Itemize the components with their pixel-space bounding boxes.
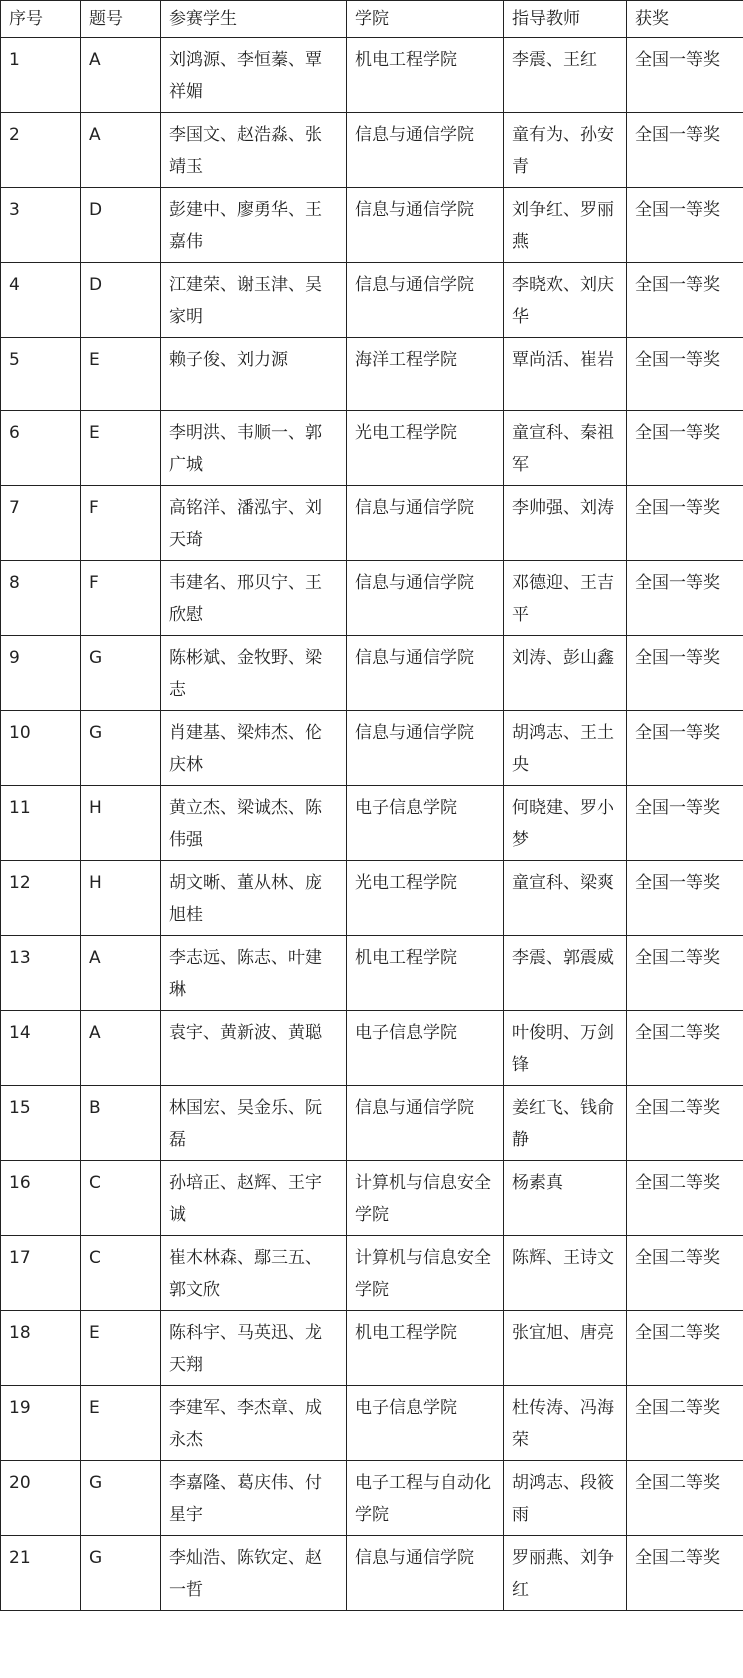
cell-advisors: 童有为、孙安青 <box>504 113 627 188</box>
table-row <box>1 786 743 861</box>
table-row <box>1 861 743 936</box>
cell-award: 全国一等奖 <box>627 263 743 338</box>
cell-students: 李志远、陈志、叶建琳 <box>161 936 347 1011</box>
cell-students: 赖子俊、刘力源 <box>161 338 347 411</box>
cell-students: 袁宇、黄新波、黄聪 <box>161 1011 347 1086</box>
cell-index: 11 <box>1 786 81 861</box>
header-topic: 题号 <box>81 1 161 38</box>
cell-college: 计算机与信息安全学院 <box>347 1236 504 1311</box>
cell-advisors: 覃尚活、崔岩 <box>504 338 627 411</box>
cell-students: 胡文晰、董从林、庞旭桂 <box>161 861 347 936</box>
cell-college: 信息与通信学院 <box>347 561 504 636</box>
cell-index: 5 <box>1 338 81 411</box>
cell-advisors: 李帅强、刘涛 <box>504 486 627 561</box>
cell-students: 陈科宇、马英迅、龙天翔 <box>161 1311 347 1386</box>
table-row <box>1 1236 743 1311</box>
cell-students: 李明洪、韦顺一、郭广城 <box>161 411 347 486</box>
cell-college: 信息与通信学院 <box>347 263 504 338</box>
cell-award: 全国二等奖 <box>627 1461 743 1536</box>
cell-students: 林国宏、吴金乐、阮磊 <box>161 1086 347 1161</box>
cell-award: 全国一等奖 <box>627 113 743 188</box>
cell-award: 全国一等奖 <box>627 861 743 936</box>
cell-advisors: 张宜旭、唐亮 <box>504 1311 627 1386</box>
cell-index: 9 <box>1 636 81 711</box>
cell-award: 全国二等奖 <box>627 1536 743 1611</box>
table-row <box>1 411 743 486</box>
cell-award: 全国二等奖 <box>627 1161 743 1236</box>
table-row <box>1 338 743 411</box>
cell-index: 21 <box>1 1536 81 1611</box>
cell-index: 17 <box>1 1236 81 1311</box>
table-row <box>1 561 743 636</box>
cell-award: 全国二等奖 <box>627 1011 743 1086</box>
cell-index: 10 <box>1 711 81 786</box>
cell-advisors: 刘争红、罗丽燕 <box>504 188 627 263</box>
table-row <box>1 38 743 113</box>
cell-students: 黄立杰、梁诚杰、陈伟强 <box>161 786 347 861</box>
cell-advisors: 刘涛、彭山鑫 <box>504 636 627 711</box>
table-row <box>1 1311 743 1386</box>
cell-college: 光电工程学院 <box>347 861 504 936</box>
cell-index: 18 <box>1 1311 81 1386</box>
cell-advisors: 何晓建、罗小梦 <box>504 786 627 861</box>
table-row <box>1 486 743 561</box>
table-row <box>1 711 743 786</box>
cell-students: 李灿浩、陈钦定、赵一哲 <box>161 1536 347 1611</box>
header-row <box>1 1 743 38</box>
cell-college: 信息与通信学院 <box>347 188 504 263</box>
cell-index: 2 <box>1 113 81 188</box>
cell-topic: H <box>81 861 161 936</box>
cell-advisors: 胡鸿志、王土央 <box>504 711 627 786</box>
cell-topic: B <box>81 1086 161 1161</box>
cell-college: 计算机与信息安全学院 <box>347 1161 504 1236</box>
cell-index: 16 <box>1 1161 81 1236</box>
cell-award: 全国二等奖 <box>627 936 743 1011</box>
table-row <box>1 113 743 188</box>
cell-award: 全国一等奖 <box>627 38 743 113</box>
cell-award: 全国一等奖 <box>627 411 743 486</box>
cell-award: 全国二等奖 <box>627 1236 743 1311</box>
table-body <box>1 38 743 1611</box>
cell-topic: A <box>81 1011 161 1086</box>
cell-college: 信息与通信学院 <box>347 1536 504 1611</box>
cell-advisors: 李震、王红 <box>504 38 627 113</box>
cell-advisors: 姜红飞、钱俞静 <box>504 1086 627 1161</box>
header-college: 学院 <box>347 1 504 38</box>
cell-index: 12 <box>1 861 81 936</box>
cell-students: 孙培正、赵辉、王宇诚 <box>161 1161 347 1236</box>
cell-topic: E <box>81 1386 161 1461</box>
cell-topic: E <box>81 411 161 486</box>
cell-advisors: 陈辉、王诗文 <box>504 1236 627 1311</box>
cell-students: 韦建名、邢贝宁、王欣慰 <box>161 561 347 636</box>
cell-index: 15 <box>1 1086 81 1161</box>
cell-index: 20 <box>1 1461 81 1536</box>
cell-award: 全国一等奖 <box>627 561 743 636</box>
cell-college: 光电工程学院 <box>347 411 504 486</box>
cell-topic: E <box>81 1311 161 1386</box>
cell-students: 高铭洋、潘泓宇、刘天琦 <box>161 486 347 561</box>
cell-advisors: 李震、郭震威 <box>504 936 627 1011</box>
table-row <box>1 1536 743 1611</box>
cell-advisors: 胡鸿志、段筱雨 <box>504 1461 627 1536</box>
cell-students: 刘鸿源、李恒蓁、覃祥媚 <box>161 38 347 113</box>
table-row <box>1 936 743 1011</box>
cell-college: 信息与通信学院 <box>347 113 504 188</box>
table-header <box>1 1 743 38</box>
cell-award: 全国一等奖 <box>627 188 743 263</box>
cell-award: 全国一等奖 <box>627 338 743 411</box>
header-advisors: 指导教师 <box>504 1 627 38</box>
cell-advisors: 李晓欢、刘庆华 <box>504 263 627 338</box>
cell-advisors: 杨素真 <box>504 1161 627 1236</box>
cell-students: 江建荣、谢玉津、吴家明 <box>161 263 347 338</box>
cell-award: 全国二等奖 <box>627 1386 743 1461</box>
cell-award: 全国一等奖 <box>627 711 743 786</box>
header-students: 参赛学生 <box>161 1 347 38</box>
cell-students: 陈彬斌、金牧野、梁志 <box>161 636 347 711</box>
cell-college: 机电工程学院 <box>347 1311 504 1386</box>
table-row <box>1 1161 743 1236</box>
cell-college: 海洋工程学院 <box>347 338 504 411</box>
header-award: 获奖 <box>627 1 743 38</box>
cell-index: 1 <box>1 38 81 113</box>
cell-topic: C <box>81 1161 161 1236</box>
cell-index: 19 <box>1 1386 81 1461</box>
cell-topic: F <box>81 486 161 561</box>
cell-college: 电子信息学院 <box>347 786 504 861</box>
cell-topic: D <box>81 188 161 263</box>
table-row <box>1 263 743 338</box>
cell-index: 3 <box>1 188 81 263</box>
cell-index: 13 <box>1 936 81 1011</box>
cell-college: 信息与通信学院 <box>347 636 504 711</box>
cell-students: 崔木林森、鄢三五、郭文欣 <box>161 1236 347 1311</box>
cell-topic: A <box>81 38 161 113</box>
cell-students: 肖建基、梁炜杰、伦庆林 <box>161 711 347 786</box>
cell-topic: G <box>81 1536 161 1611</box>
cell-award: 全国一等奖 <box>627 786 743 861</box>
cell-index: 4 <box>1 263 81 338</box>
cell-advisors: 邓德迎、王吉平 <box>504 561 627 636</box>
cell-college: 机电工程学院 <box>347 936 504 1011</box>
cell-topic: A <box>81 113 161 188</box>
cell-college: 信息与通信学院 <box>347 486 504 561</box>
cell-advisors: 杜传涛、冯海荣 <box>504 1386 627 1461</box>
cell-advisors: 童宣科、梁爽 <box>504 861 627 936</box>
cell-college: 信息与通信学院 <box>347 1086 504 1161</box>
cell-topic: G <box>81 636 161 711</box>
cell-advisors: 叶俊明、万剑锋 <box>504 1011 627 1086</box>
header-index: 序号 <box>1 1 81 38</box>
cell-topic: G <box>81 1461 161 1536</box>
cell-college: 信息与通信学院 <box>347 711 504 786</box>
cell-index: 14 <box>1 1011 81 1086</box>
table-row <box>1 188 743 263</box>
table-row <box>1 1461 743 1536</box>
cell-college: 电子信息学院 <box>347 1386 504 1461</box>
cell-advisors: 罗丽燕、刘争红 <box>504 1536 627 1611</box>
cell-students: 李国文、赵浩淼、张靖玉 <box>161 113 347 188</box>
cell-award: 全国一等奖 <box>627 636 743 711</box>
cell-topic: F <box>81 561 161 636</box>
table-row <box>1 636 743 711</box>
cell-students: 彭建中、廖勇华、王嘉伟 <box>161 188 347 263</box>
table-row <box>1 1386 743 1461</box>
cell-advisors: 童宣科、秦祖军 <box>504 411 627 486</box>
cell-topic: A <box>81 936 161 1011</box>
table-row <box>1 1086 743 1161</box>
cell-index: 6 <box>1 411 81 486</box>
cell-index: 7 <box>1 486 81 561</box>
cell-topic: D <box>81 263 161 338</box>
cell-college: 机电工程学院 <box>347 38 504 113</box>
cell-index: 8 <box>1 561 81 636</box>
cell-award: 全国二等奖 <box>627 1311 743 1386</box>
cell-award: 全国二等奖 <box>627 1086 743 1161</box>
cell-college: 电子信息学院 <box>347 1011 504 1086</box>
table-row <box>1 1011 743 1086</box>
cell-students: 李建军、李杰章、成永杰 <box>161 1386 347 1461</box>
cell-students: 李嘉隆、葛庆伟、付星宇 <box>161 1461 347 1536</box>
cell-college: 电子工程与自动化学院 <box>347 1461 504 1536</box>
cell-award: 全国一等奖 <box>627 486 743 561</box>
cell-topic: C <box>81 1236 161 1311</box>
cell-topic: H <box>81 786 161 861</box>
cell-topic: E <box>81 338 161 411</box>
cell-topic: G <box>81 711 161 786</box>
